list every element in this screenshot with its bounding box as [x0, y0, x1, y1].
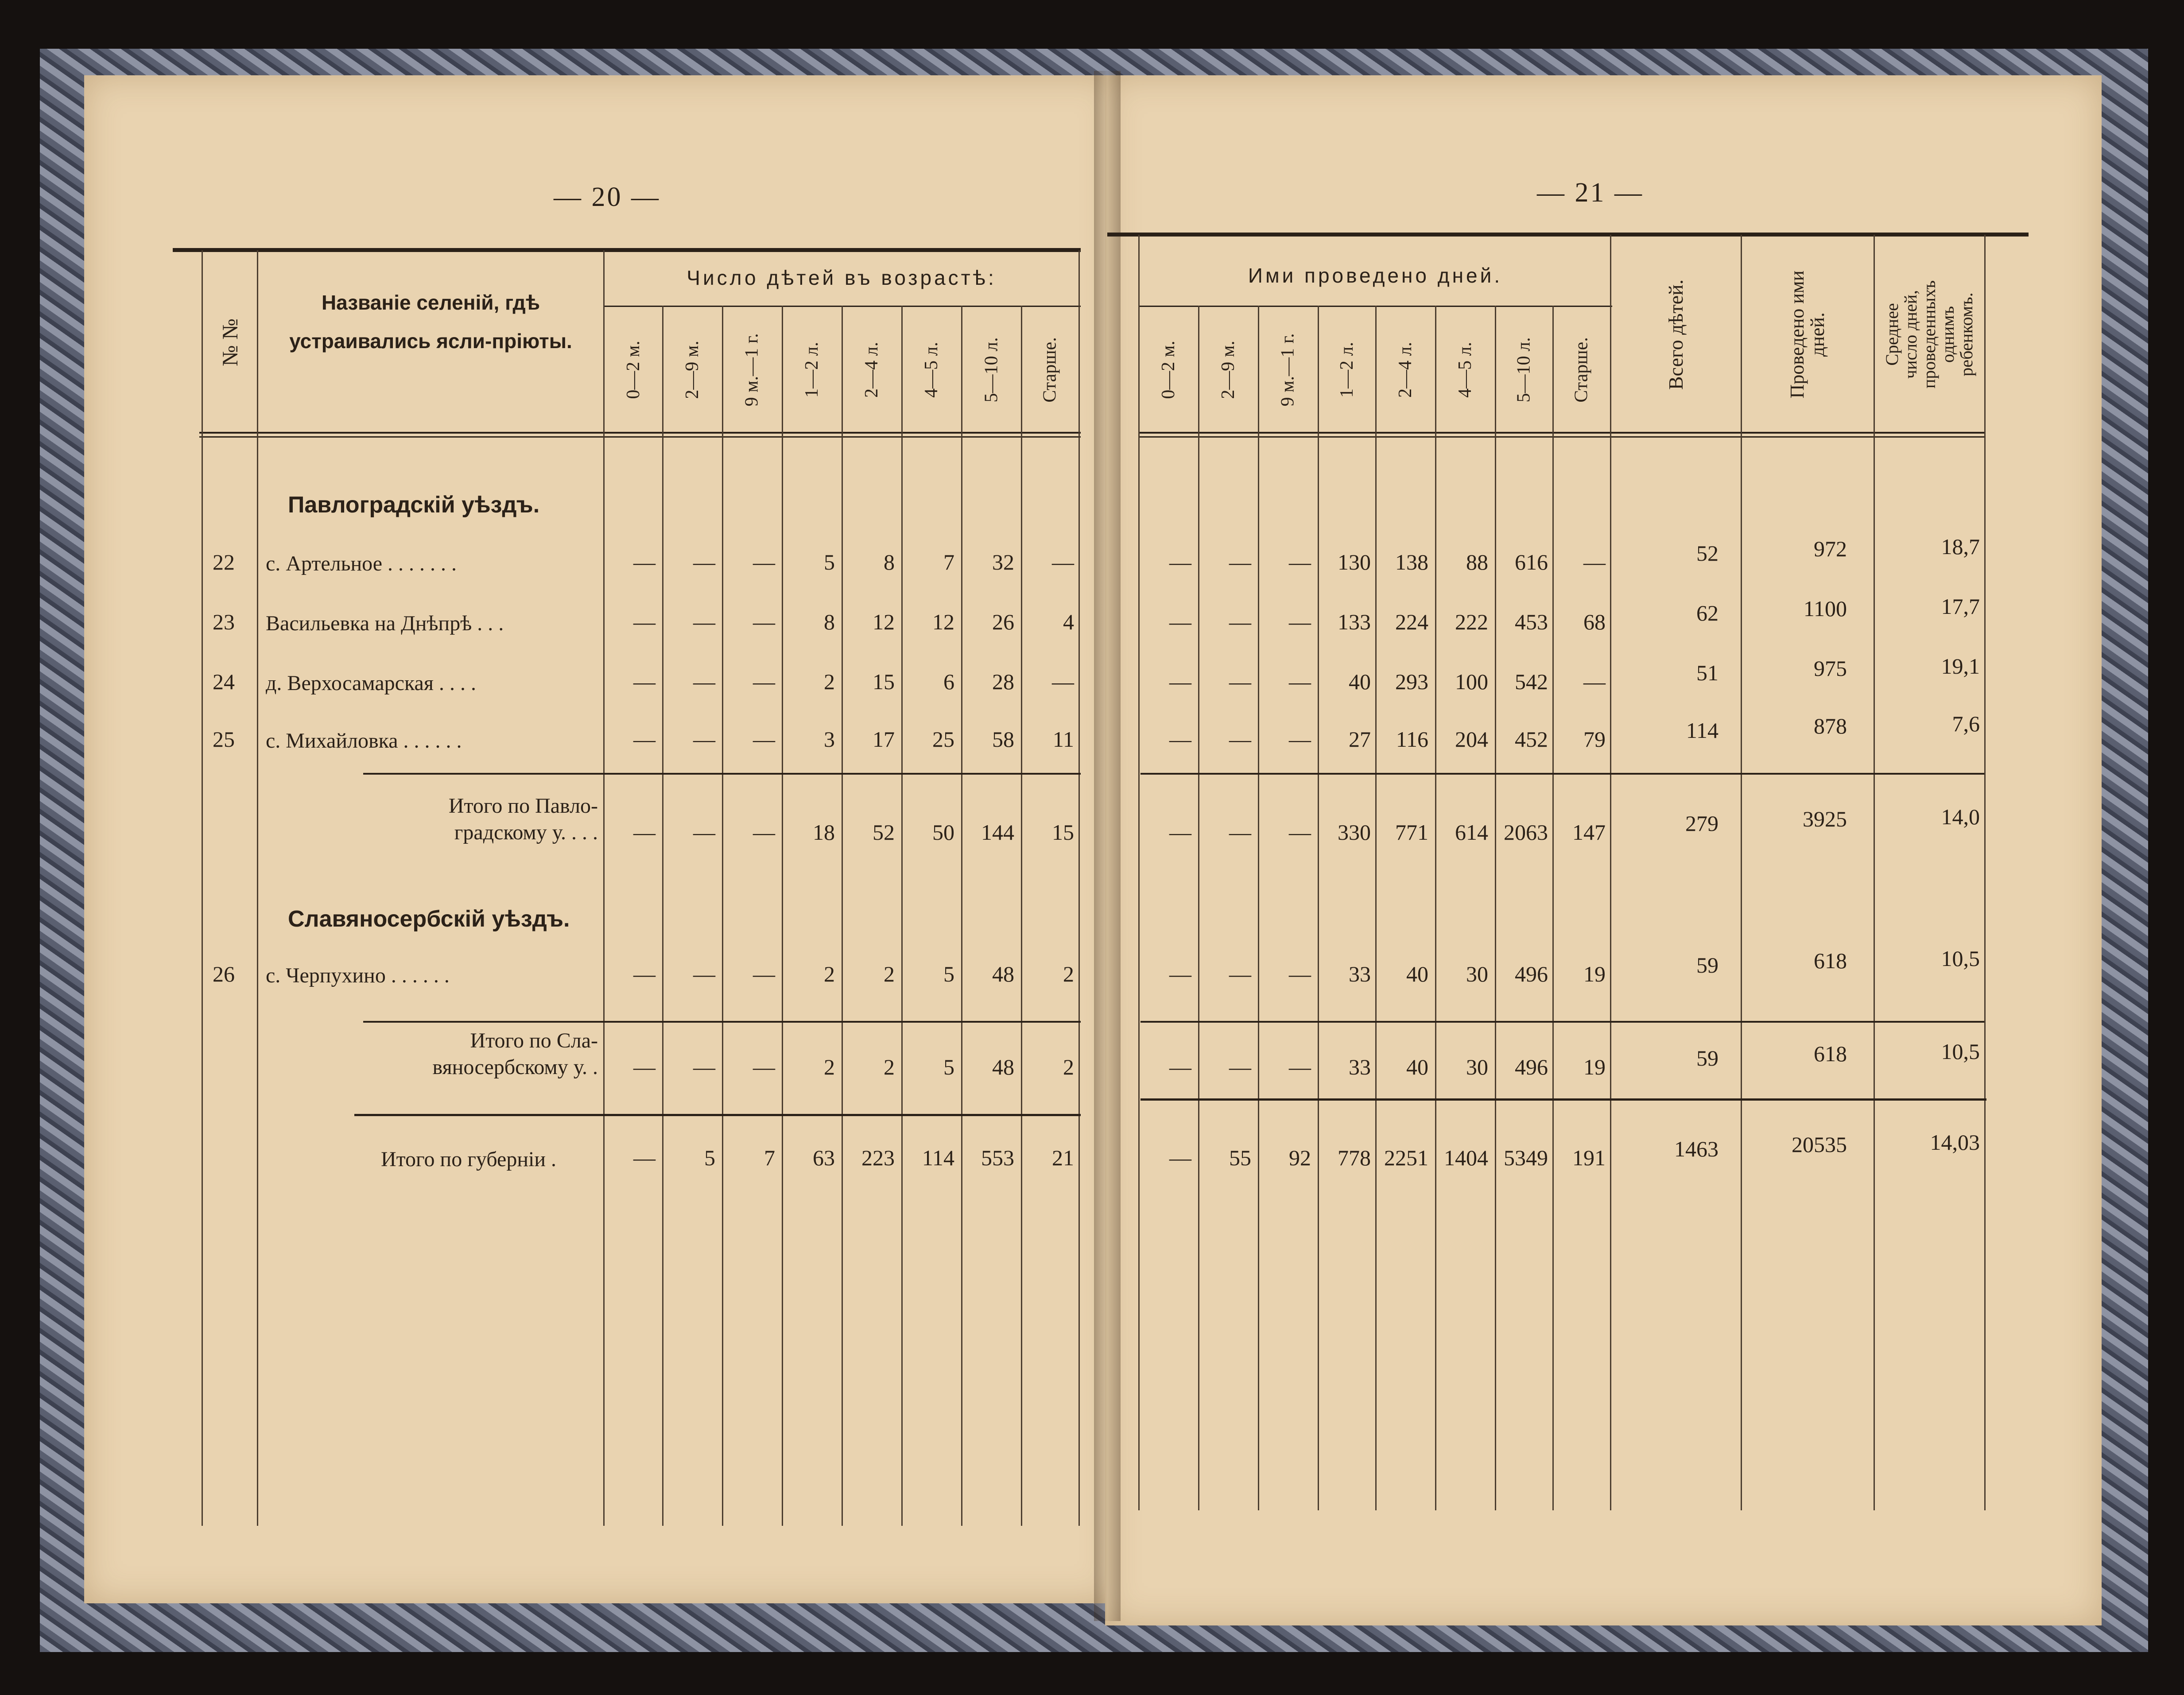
header-days-spent: Проведено ими дней. — [1786, 270, 1828, 399]
row-24-days-4: 293 — [1395, 669, 1428, 694]
row-22-days-1: — — [1229, 550, 1251, 574]
header-age-2-4y: 2—4 л. — [861, 342, 882, 398]
row-24-age-0: — — [633, 669, 656, 694]
district-total-label-line: градскому у. . . . — [454, 821, 598, 844]
grand-total-age-7: 21 — [1052, 1145, 1074, 1170]
grand-total-age-1: 5 — [704, 1145, 715, 1170]
district-1-total-age-2: — — [753, 1055, 775, 1079]
vline — [901, 306, 903, 1526]
row-22-age-7: — — [1052, 550, 1074, 574]
row-rule — [1140, 773, 1984, 775]
header-days-2-4y: 2—4 л. — [1395, 342, 1416, 398]
district-1-total-age-0: — — [633, 1055, 656, 1079]
district-0-total-days-0: — — [1169, 820, 1191, 845]
grand-total-days-5: 1404 — [1444, 1145, 1488, 1170]
grand-total-days-3: 778 — [1338, 1145, 1371, 1170]
district-1-total-age-4: 2 — [884, 1055, 895, 1079]
district-0-total-age-0: — — [633, 820, 656, 845]
header-age-older: Старше. — [1040, 337, 1060, 403]
grand-total-days-7: 191 — [1572, 1145, 1606, 1170]
district-1-total-days-6: 496 — [1515, 1055, 1548, 1079]
row-24-age-7: — — [1052, 669, 1074, 694]
settlement-name: д. Верхосамарская . . . . — [266, 671, 476, 695]
row-22-days-total: 972 — [1814, 536, 1847, 561]
row-number: 22 — [213, 550, 235, 574]
row-25-age-7: 11 — [1052, 727, 1074, 752]
header-days-9m-1y: 9 м.—1 г. — [1278, 333, 1299, 407]
row-23-days-0: — — [1169, 609, 1191, 634]
row-22-days-6: 616 — [1515, 550, 1548, 574]
row-24-days-0: — — [1169, 669, 1191, 694]
district-title: Славяносербскій уѣздъ. — [288, 906, 570, 932]
header-age-group: Число дѣтей въ возрастѣ: — [687, 266, 997, 289]
district-total-label-line: вяносербскому у. . — [432, 1055, 598, 1079]
district-0-total-days-2: — — [1289, 820, 1311, 845]
row-rule — [1140, 1098, 1986, 1101]
district-0-total-days-4: 771 — [1395, 820, 1428, 845]
row-26-days-0: — — [1169, 962, 1191, 986]
row-24-days-6: 542 — [1515, 669, 1548, 694]
grand-total-age-2: 7 — [764, 1145, 775, 1170]
header-days-2-9m: 2—9 м. — [1218, 341, 1239, 399]
header-total-children: Всего дѣтей. — [1664, 279, 1687, 390]
row-25-age-2: — — [753, 727, 775, 752]
grand-total-avg: 14,03 — [1930, 1130, 1980, 1155]
district-0-total-age-1: — — [693, 820, 715, 845]
district-0-total-total-children: 279 — [1685, 811, 1718, 836]
row-23-days-1: — — [1229, 609, 1251, 634]
district-0-total-age-7: 15 — [1052, 820, 1074, 845]
grand-total-days-4: 2251 — [1384, 1145, 1428, 1170]
header-settlement-name: Названіе селеній, гдѣ устраивались ясли-пріюты. — [289, 291, 572, 353]
row-26-age-4: 2 — [884, 962, 895, 986]
header-age-0-2m: 0—2 м. — [623, 341, 644, 399]
header-days-older: Старше. — [1571, 337, 1592, 403]
left-header-rule-2 — [199, 436, 1081, 438]
left-top-rule — [173, 248, 1081, 252]
row-22-days-7: — — [1583, 550, 1606, 574]
grand-total-days-2: 92 — [1289, 1145, 1311, 1170]
row-25-days-7: 79 — [1583, 727, 1606, 752]
vline — [202, 250, 203, 1526]
book-gutter — [1094, 71, 1121, 1621]
row-number: 24 — [213, 669, 235, 694]
row-22-age-3: 5 — [824, 550, 835, 574]
settlement-name: с. Михайловка . . . . . . — [266, 729, 462, 752]
row-number: 25 — [213, 727, 235, 752]
row-26-age-7: 2 — [1063, 962, 1074, 986]
row-25-days-5: 204 — [1455, 727, 1488, 752]
row-25-days-2: — — [1289, 727, 1311, 752]
vline — [1435, 306, 1436, 1510]
district-total-label-line: Итого по Павло- — [448, 794, 598, 818]
header-age-5-10y: 5—10 л. — [981, 337, 1001, 403]
vline — [1021, 306, 1022, 1526]
vline — [662, 306, 663, 1526]
district-0-total-age-6: 144 — [981, 820, 1014, 845]
vline — [782, 306, 783, 1526]
row-25-age-5: 25 — [932, 727, 954, 752]
vline — [1552, 306, 1554, 1510]
row-26-total-children: 59 — [1696, 953, 1718, 977]
row-26-days-1: — — [1229, 962, 1251, 986]
row-22-days-4: 138 — [1395, 550, 1428, 574]
row-24-age-1: — — [693, 669, 715, 694]
row-26-age-5: 5 — [943, 962, 954, 986]
district-total-label-line: Итого по Сла- — [470, 1029, 598, 1052]
row-23-age-1: — — [693, 609, 715, 634]
row-24-days-1: — — [1229, 669, 1251, 694]
grand-total-age-4: 223 — [861, 1145, 895, 1170]
district-1-total-days-4: 40 — [1406, 1055, 1428, 1079]
header-days-0-2m: 0—2 м. — [1158, 341, 1179, 399]
row-24-avg: 19,1 — [1941, 654, 1980, 679]
header-days-group: Ими проведено дней. — [1248, 264, 1503, 287]
header-days-1-2y: 1—2 л. — [1336, 342, 1357, 398]
row-rule — [1140, 1021, 1984, 1023]
row-25-days-0: — — [1169, 727, 1191, 752]
district-1-total-total-children: 59 — [1696, 1046, 1718, 1071]
row-22-age-6: 32 — [992, 550, 1014, 574]
vline — [257, 250, 258, 1526]
district-1-total-avg: 10,5 — [1941, 1039, 1980, 1064]
grand-total-label: Итого по губерніи . — [381, 1148, 557, 1171]
vline — [1741, 235, 1742, 1510]
row-22-age-2: — — [753, 550, 775, 574]
district-1-total-days-1: — — [1229, 1055, 1251, 1079]
row-26-days-2: — — [1289, 962, 1311, 986]
row-23-age-5: 12 — [932, 609, 954, 634]
district-0-total-days-6: 2063 — [1504, 820, 1548, 845]
row-24-age-6: 28 — [992, 669, 1014, 694]
row-22-total-children: 52 — [1696, 541, 1718, 566]
vline — [961, 306, 962, 1526]
district-1-total-days-5: 30 — [1466, 1055, 1488, 1079]
vline — [842, 306, 843, 1526]
left-page-number: — 20 — — [554, 182, 660, 212]
vline — [1258, 306, 1259, 1510]
row-25-days-3: 27 — [1349, 727, 1371, 752]
row-25-days-1: — — [1229, 727, 1251, 752]
header-age-4-5y: 4—5 л. — [921, 342, 942, 398]
row-22-days-0: — — [1169, 550, 1191, 574]
row-24-age-3: 2 — [824, 669, 835, 694]
district-1-total-age-3: 2 — [824, 1055, 835, 1079]
settlement-name: Васильевка на Днѣпрѣ . . . — [266, 612, 504, 635]
district-1-total-days-2: — — [1289, 1055, 1311, 1079]
district-0-total-days-7: 147 — [1572, 820, 1606, 845]
row-24-days-total: 975 — [1814, 656, 1847, 681]
district-0-total-avg: 14,0 — [1941, 804, 1980, 829]
district-0-total-age-5: 50 — [932, 820, 954, 845]
district-title: Павлоградскій уѣздъ. — [288, 492, 540, 518]
grand-total-age-6: 553 — [981, 1145, 1014, 1170]
row-25-days-total: 878 — [1814, 714, 1847, 738]
row-23-age-0: — — [633, 609, 656, 634]
row-23-age-7: 4 — [1063, 609, 1074, 634]
row-24-total-children: 51 — [1696, 660, 1718, 685]
row-23-days-total: 1100 — [1803, 596, 1847, 621]
settlement-name: с. Черпухино . . . . . . — [266, 964, 450, 987]
district-0-total-days-total: 3925 — [1803, 807, 1847, 831]
grand-total-days-total: 20535 — [1792, 1132, 1847, 1157]
grand-total-total-children: 1463 — [1674, 1136, 1718, 1161]
right-header-rule — [1138, 432, 1984, 434]
grand-total-days-1: 55 — [1229, 1145, 1251, 1170]
header-days-5-10y: 5—10 л. — [1513, 337, 1534, 403]
vline — [1495, 306, 1496, 1510]
district-1-total-age-7: 2 — [1063, 1055, 1074, 1079]
header-age-9m-1y: 9 м.—1 г. — [742, 333, 763, 407]
district-0-total-days-5: 614 — [1455, 820, 1488, 845]
row-22-avg: 18,7 — [1941, 534, 1980, 559]
row-23-days-2: — — [1289, 609, 1311, 634]
district-1-total-days-total: 618 — [1814, 1041, 1847, 1066]
header-avg-days: Среднее число дней, проведенныхъ однимъ ребенкомъ. — [1882, 280, 1976, 389]
row-26-days-total: 618 — [1814, 948, 1847, 973]
settlement-name: с. Артельное . . . . . . . — [266, 552, 457, 575]
row-26-age-1: — — [693, 962, 715, 986]
row-24-days-7: — — [1583, 669, 1606, 694]
vline — [1984, 235, 1986, 1510]
row-23-days-3: 133 — [1338, 609, 1371, 634]
row-25-days-6: 452 — [1515, 727, 1548, 752]
header-no: № № — [217, 318, 242, 366]
row-26-age-0: — — [633, 962, 656, 986]
left-header-rule — [199, 432, 1081, 434]
header-days-4-5y: 4—5 л. — [1455, 342, 1475, 398]
vline — [1375, 306, 1377, 1510]
district-0-total-days-3: 330 — [1338, 820, 1371, 845]
row-number: 23 — [213, 609, 235, 634]
row-22-age-5: 7 — [943, 550, 954, 574]
row-23-days-5: 222 — [1455, 609, 1488, 634]
row-25-days-4: 116 — [1396, 727, 1428, 752]
right-header-rule-2 — [1138, 436, 1984, 438]
row-number: 26 — [213, 962, 235, 986]
row-26-days-7: 19 — [1583, 962, 1606, 986]
district-1-total-age-5: 5 — [943, 1055, 954, 1079]
row-22-days-5: 88 — [1466, 550, 1488, 574]
vline — [603, 250, 605, 1526]
row-24-age-5: 6 — [943, 669, 954, 694]
row-23-age-4: 12 — [873, 609, 895, 634]
district-1-total-age-1: — — [693, 1055, 715, 1079]
row-23-total-children: 62 — [1696, 601, 1718, 625]
row-22-days-2: — — [1289, 550, 1311, 574]
row-25-age-3: 3 — [824, 727, 835, 752]
row-25-avg: 7,6 — [1952, 711, 1980, 736]
district-1-total-days-0: — — [1169, 1055, 1191, 1079]
header-age-2-9m: 2—9 м. — [682, 341, 703, 399]
row-25-age-6: 58 — [992, 727, 1014, 752]
vline — [1198, 306, 1199, 1510]
grand-total-days-0: — — [1169, 1145, 1191, 1170]
vline — [722, 306, 723, 1526]
row-rule — [363, 773, 1081, 775]
row-rule — [363, 1021, 1081, 1023]
row-25-total-children: 114 — [1686, 718, 1718, 743]
row-24-age-2: — — [753, 669, 775, 694]
row-23-days-6: 453 — [1515, 609, 1548, 634]
row-23-age-2: — — [753, 609, 775, 634]
row-22-days-3: 130 — [1338, 550, 1371, 574]
right-page-number: — 21 — — [1537, 178, 1644, 208]
row-rule — [354, 1114, 1081, 1116]
row-22-age-1: — — [693, 550, 715, 574]
row-24-days-5: 100 — [1455, 669, 1488, 694]
row-26-days-5: 30 — [1466, 962, 1488, 986]
row-26-days-6: 496 — [1515, 962, 1548, 986]
row-26-age-2: — — [753, 962, 775, 986]
right-top-rule — [1107, 233, 2029, 237]
district-0-total-age-2: — — [753, 820, 775, 845]
vline — [1318, 306, 1319, 1510]
row-23-age-6: 26 — [992, 609, 1014, 634]
district-0-total-age-3: 18 — [813, 820, 835, 845]
district-0-total-days-1: — — [1229, 820, 1251, 845]
grand-total-age-0: — — [633, 1145, 656, 1170]
district-1-total-days-3: 33 — [1349, 1055, 1371, 1079]
row-22-age-0: — — [633, 550, 656, 574]
row-26-age-6: 48 — [992, 962, 1014, 986]
district-1-total-age-6: 48 — [992, 1055, 1014, 1079]
district-0-total-age-4: 52 — [873, 820, 895, 845]
row-26-days-3: 33 — [1349, 962, 1371, 986]
row-26-avg: 10,5 — [1941, 946, 1980, 971]
row-25-age-1: — — [693, 727, 715, 752]
grand-total-age-5: 114 — [922, 1145, 954, 1170]
row-24-days-2: — — [1289, 669, 1311, 694]
row-22-age-4: 8 — [884, 550, 895, 574]
row-23-age-3: 8 — [824, 609, 835, 634]
vline — [1874, 235, 1875, 1510]
header-age-1-2y: 1—2 л. — [802, 342, 822, 398]
row-23-days-7: 68 — [1583, 609, 1606, 634]
district-1-total-days-7: 19 — [1583, 1055, 1606, 1079]
row-25-age-4: 17 — [873, 727, 895, 752]
vline — [1610, 235, 1611, 1510]
row-24-age-4: 15 — [873, 669, 895, 694]
vline — [1078, 250, 1080, 1526]
row-26-age-3: 2 — [824, 962, 835, 986]
row-23-days-4: 224 — [1395, 609, 1428, 634]
row-25-age-0: — — [633, 727, 656, 752]
row-26-days-4: 40 — [1406, 962, 1428, 986]
grand-total-days-6: 5349 — [1504, 1145, 1548, 1170]
row-23-avg: 17,7 — [1941, 594, 1980, 619]
row-24-days-3: 40 — [1349, 669, 1371, 694]
grand-total-age-3: 63 — [813, 1145, 835, 1170]
